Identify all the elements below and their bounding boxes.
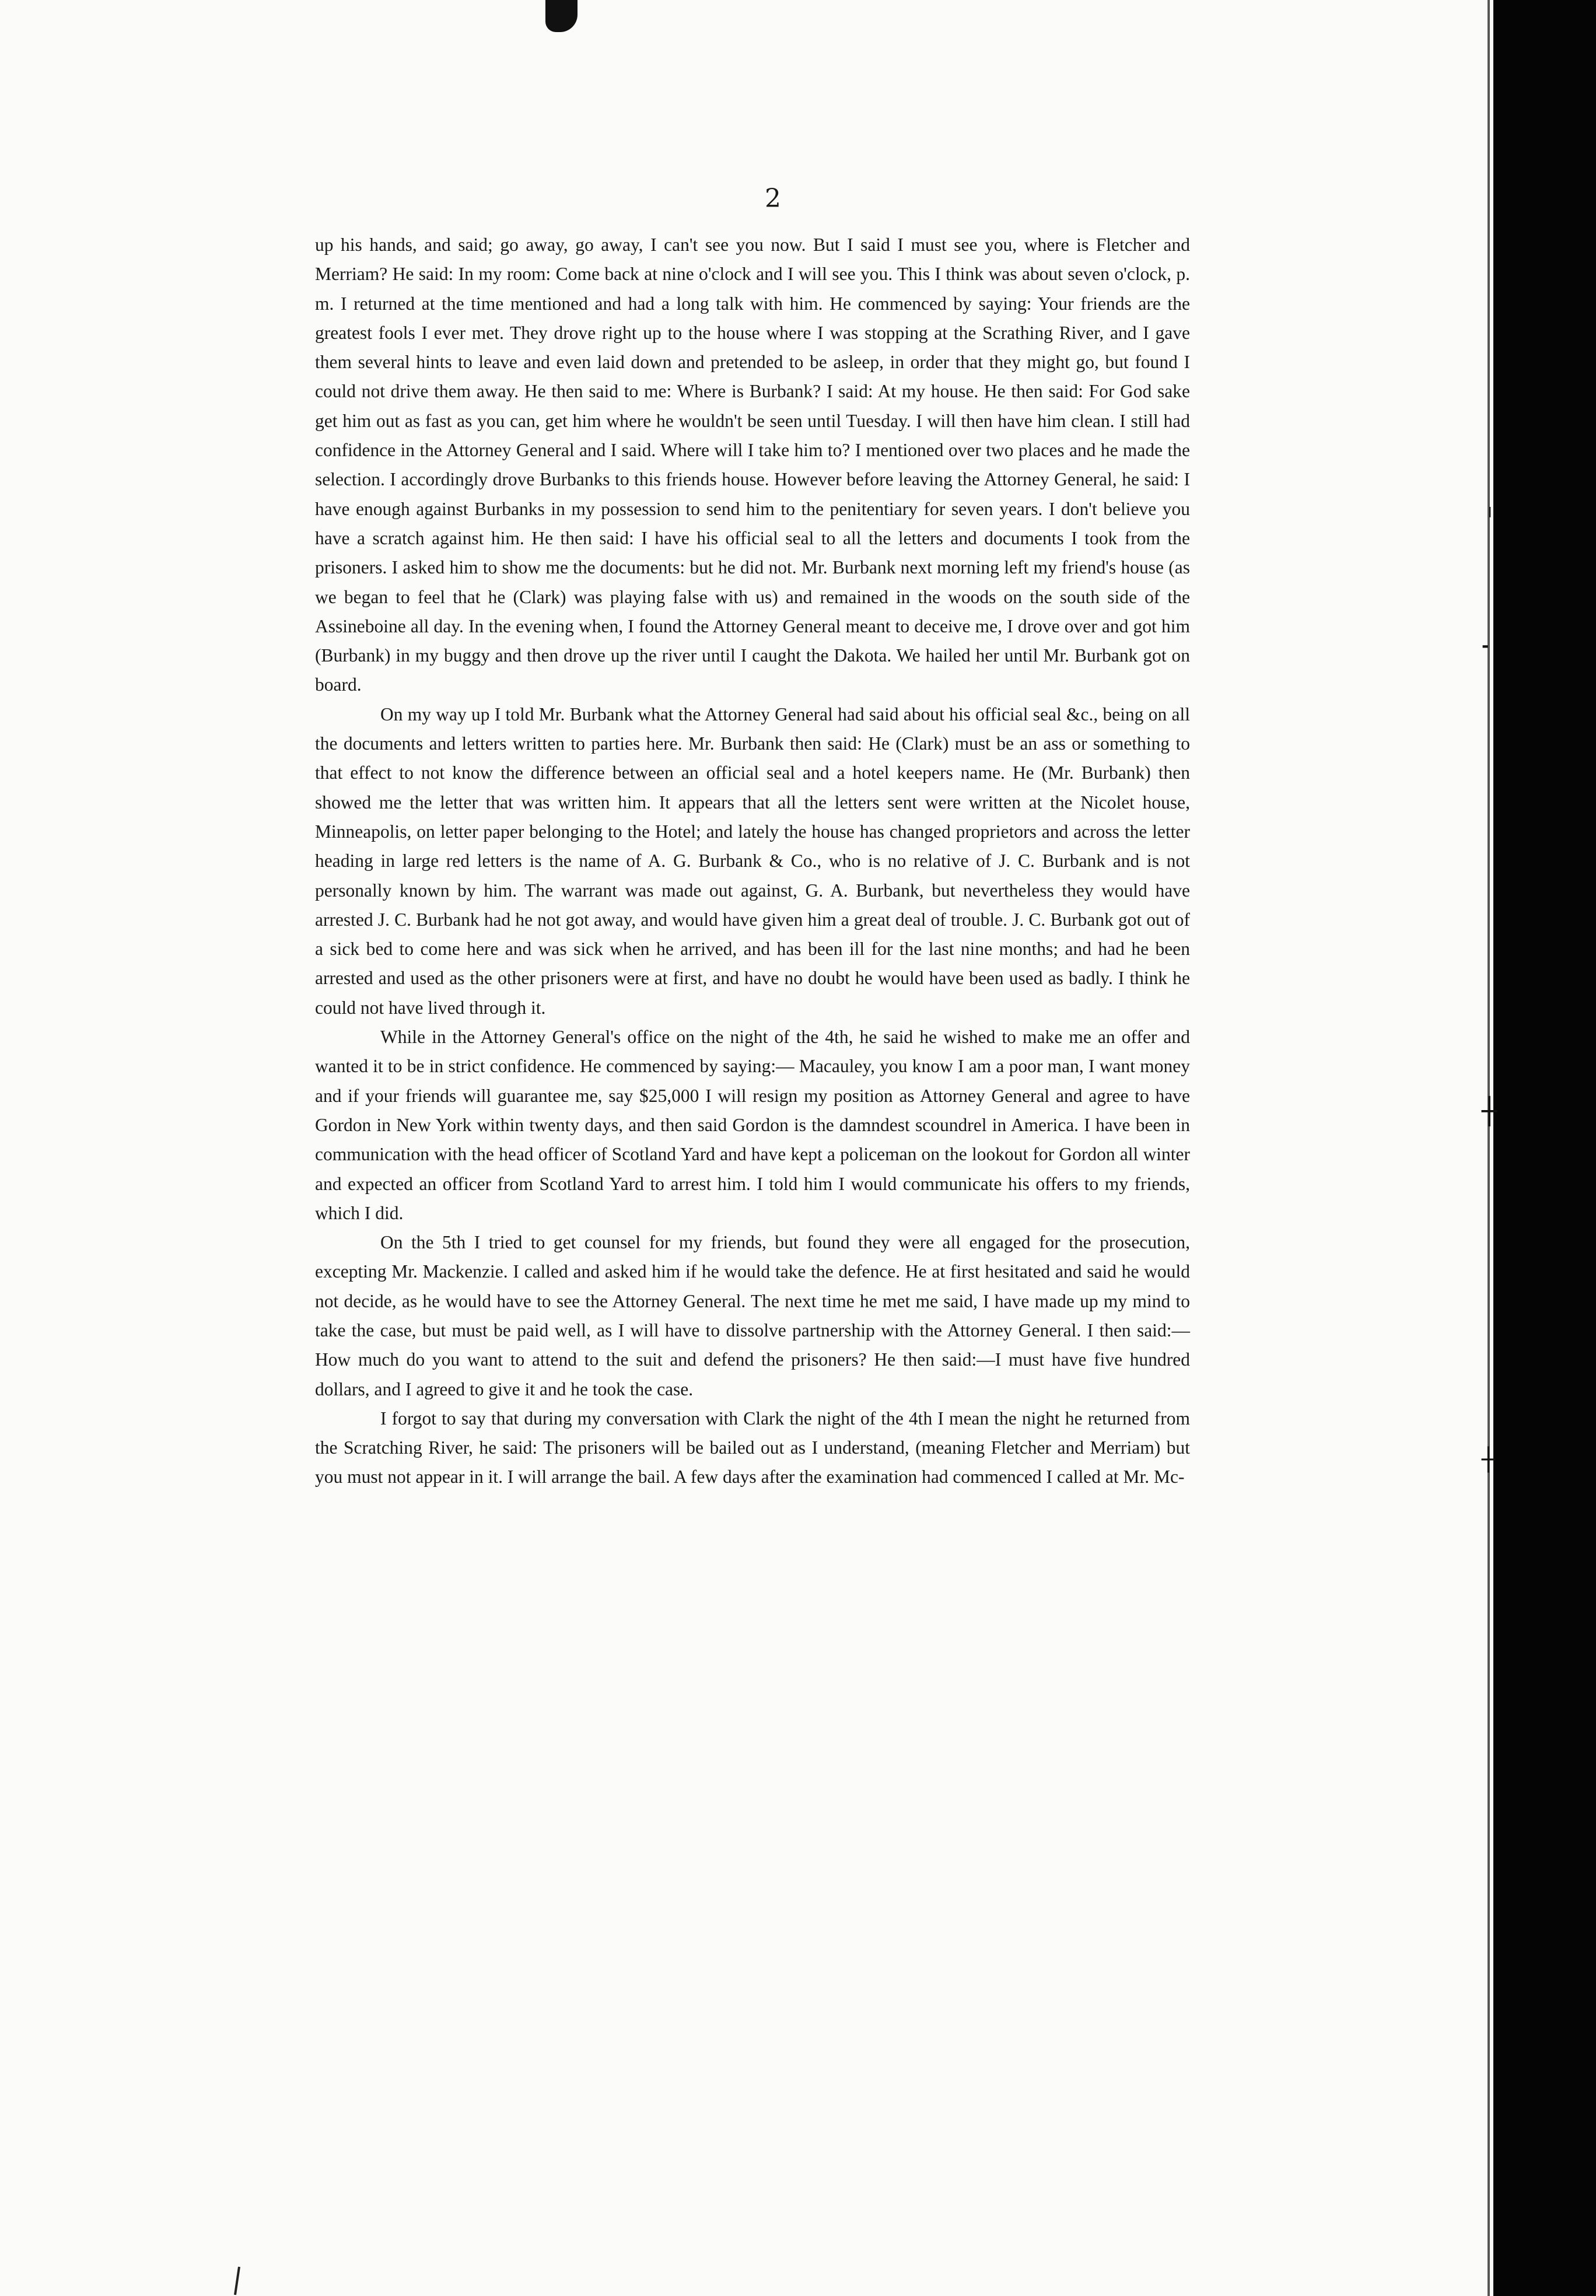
margin-mark-1: ╵: [1485, 508, 1496, 528]
page-edge-line: [1488, 0, 1490, 2296]
paragraph: On my way up I told Mr. Burbank what the Attorney General had said about his official seal &c., being on all the documents and letters written to parties here. Mr. Burbank then said: He (Clark) must be an ass or something to that effect to not know the difference between an official seal and a hotel keepers name. He (Mr. Burbank) then showed me the letter that was written him. It appears that all the letters sent were written at the Nicolet house, Minneapolis, on letter paper belonging to the Hotel; and lately the house has changed proprietors and across the letter heading in large red letters is the name of A. G. Burbank & Co., who is no relative of J. C. Burbank and is not personally known by him. The warrant was made out against, G. A. Burbank, but nevertheless they would have arrested J. C. Burbank had he not got away, and would have given him a great deal of trouble. J. C. Burbank got out of a sick bed to come here and was sick when he arrived, and has been ill for the last nine months; and had he been arrested and used as the other prisoners were at first, and have no doubt he would have been used as badly. I think he could not have lived through it.: [315, 704, 1190, 1018]
page-number: 2: [765, 184, 781, 214]
scan-blot-top: [545, 0, 578, 32]
paragraph: On the 5th I tried to get counsel for my friends, but found they were all engaged for the prosecution, excepting Mr. Mackenzie. I called and asked him if he would take the defence. He at first hesitated and said he would not decide, as he would have to see the Attorney General. The next time he met me said, I have made up my mind to take the case, but must be paid well, as I will have to dissolve partnership with the Attorney General. I then said:—How much do you want to attend to the suit and defend the prisoners? He then said:—I must have five hundred dollars, and I agreed to give it and he took the case.: [315, 1232, 1190, 1399]
margin-mark-3: ┼: [1482, 1097, 1497, 1126]
scan-specks-bottom: [225, 2261, 248, 2296]
scan-border-right: [1493, 0, 1596, 2296]
paragraph: I forgot to say that during my conversation with Clark the night of the 4th I mean the night he returned from the Scratching River, he said: The prisoners will be bailed out as I understand, (meaning Fletcher and Merriam) but you must not appear in it. I will arrange the bail. A few days after the examination had commenced I called at Mr. Mc-: [315, 1408, 1190, 1488]
body-text: [315, 230, 1190, 1492]
margin-mark-4: ┼: [1482, 1447, 1495, 1472]
paragraph: up his hands, and said; go away, go away, I can't see you now. But I said I must see you, where is Fletcher and Merriam? He said: In my room: Come back at nine o'clock and I will see you. This I think was about seven o'clock, p. m. I returned at the time mentioned and had a long talk with him. He commenced by saying: Your friends are the greatest fools I ever met. They drove right up to the house where I was stopping at the Scrathing River, and I gave them several hints to leave and even laid down and pretended to be asleep, in order that they might go, but found I could not drive them away. He then said to me: Where is Burbank? I said: At my house. He then said: For God sake get him out as fast as you can, get him where he wouldn't be seen until Tuesday. I will then have him clean. I still had confidence in the Attorney General and I said. Where will I take him to? I mentioned over two places and he made the selection. I accordingly drove Burbanks to this friends house. However before leaving the Attorney General, he said: I have enough against Burbanks in my possession to send him to the penitentiary for seven years. I don't believe you have a scratch against him. He then said: I have his official seal to all the letters and documents I took from the prisoners. I asked him to show me the documents: but he did not. Mr. Burbank next morning left my friend's house (as we began to feel that he (Clark) was playing false with us) and remained in the woods on the south side of the Assineboine all day. In the evening when, I found the Attorney General meant to deceive me, I drove over and got him (Burbank) in my buggy and then drove up the river until I caught the Dakota. We hailed her until Mr. Burbank got on board.: [315, 235, 1190, 695]
paragraph: While in the Attorney General's office on the night of the 4th, he said he wished to make me an offer and wanted it to be in strict confidence. He commenced by saying:— Macauley, you know I am a poor man, I want money and if your friends will guarantee me, say $25,000 I will resign my position as Attorney General and agree to have Gordon in New York within twenty days, and then said Gordon is the damndest scoundrel in America. I have been in communication with the head officer of Scotland Yard and have kept a policeman on the lookout for Gordon all winter and expected an officer from Scotland Yard to arrest him. I told him I would communicate his offers to my friends, which I did.: [315, 1027, 1190, 1223]
margin-mark-2: ‑: [1482, 636, 1489, 656]
